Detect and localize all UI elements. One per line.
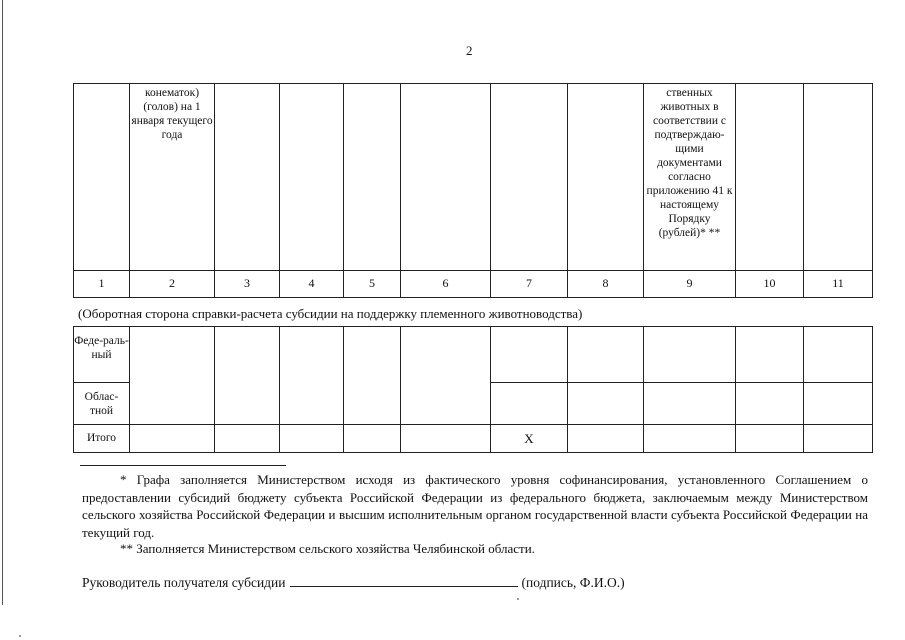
top-header-cell-5 xyxy=(343,83,401,271)
top-header-cell-11 xyxy=(803,83,873,271)
cell-total-col7-mark: X xyxy=(490,424,568,453)
cell-total-col8 xyxy=(567,424,644,453)
page-number: 2 xyxy=(466,43,473,58)
cell-total-col5 xyxy=(343,424,401,453)
cell-federal-col9 xyxy=(643,326,736,383)
column-number-5: 5 xyxy=(343,270,401,298)
column-number-10: 10 xyxy=(735,270,804,298)
column-number-4: 4 xyxy=(279,270,344,298)
top-header-cell-9 xyxy=(643,83,736,271)
cell-total-col9 xyxy=(643,424,736,453)
col9-header-text: ственных животных в соответствии с подтверждаю-щими документами согласно приложению 41 к настоящему Порядку (рублей)* ** xyxy=(646,87,733,239)
cell-regional-col7 xyxy=(490,382,568,425)
signature-line xyxy=(82,573,625,591)
cell-regional-col9 xyxy=(643,382,736,425)
cell-total-col3 xyxy=(214,424,280,453)
cell-col3-merged xyxy=(214,326,280,425)
top-header-cell-4 xyxy=(279,83,344,271)
footnote-1: * Графа заполняется Министерством исходя из фактического уровня софинансирования, установленного Соглашением о предоставлении субсидий бюджету субъекта Российской Федерации из федерального бюджета, заключаемым между Министерством сельского хозяйства Российской Федерации и высшим исполнительным органом государственной власти субъекта Российской Федерации на текущий год. xyxy=(82,472,868,540)
row-label-federal: Феде-раль-ный xyxy=(73,326,130,383)
col2-header-text: конематок) (голов) на 1 января текущего года xyxy=(131,87,213,141)
footnote-2: ** Заполняется Министерством сельского хозяйства Челябинской области. xyxy=(120,541,535,556)
column-number-11: 11 xyxy=(803,270,873,298)
cell-total-col11 xyxy=(803,424,873,453)
cell-col2-merged xyxy=(129,326,215,425)
cell-regional-col8 xyxy=(567,382,644,425)
signature-label: Руководитель получателя субсидии xyxy=(82,575,286,590)
cell-col6-merged xyxy=(400,326,491,425)
top-header-cell-10 xyxy=(735,83,804,271)
top-header-cell-2 xyxy=(129,83,215,271)
cell-col5-merged xyxy=(343,326,401,425)
cell-federal-col10 xyxy=(735,326,804,383)
table-caption: (Оборотная сторона справки-расчета субсидии на поддержку племенного животноводства) xyxy=(78,306,583,321)
cell-federal-col7 xyxy=(490,326,568,383)
column-number-9: 9 xyxy=(643,270,736,298)
row-label-total: Итого xyxy=(73,424,130,453)
cell-total-col6 xyxy=(400,424,491,453)
row-label-regional: Облас-тной xyxy=(73,382,130,425)
signature-blank xyxy=(290,573,518,587)
column-number-7: 7 xyxy=(490,270,568,298)
cell-regional-col10 xyxy=(735,382,804,425)
signature-hint: (подпись, Ф.И.О.) xyxy=(521,575,625,590)
column-number-2: 2 xyxy=(129,270,215,298)
column-number-8: 8 xyxy=(567,270,644,298)
scan-speck xyxy=(517,598,519,600)
scan-speck xyxy=(19,635,21,637)
column-number-6: 6 xyxy=(400,270,491,298)
cell-total-col4 xyxy=(279,424,344,453)
cell-federal-col11 xyxy=(803,326,873,383)
column-number-3: 3 xyxy=(214,270,280,298)
top-header-cell-3 xyxy=(214,83,280,271)
footnote-separator xyxy=(80,465,286,466)
top-header-cell-6 xyxy=(400,83,491,271)
cell-total-col2 xyxy=(129,424,215,453)
cell-federal-col8 xyxy=(567,326,644,383)
top-header-cell-7 xyxy=(490,83,568,271)
top-header-cell-8 xyxy=(567,83,644,271)
top-header-cell-1 xyxy=(73,83,130,271)
page-left-border xyxy=(2,0,3,605)
cell-regional-col11 xyxy=(803,382,873,425)
cell-col4-merged xyxy=(279,326,344,425)
column-number-1: 1 xyxy=(73,270,130,298)
cell-total-col10 xyxy=(735,424,804,453)
